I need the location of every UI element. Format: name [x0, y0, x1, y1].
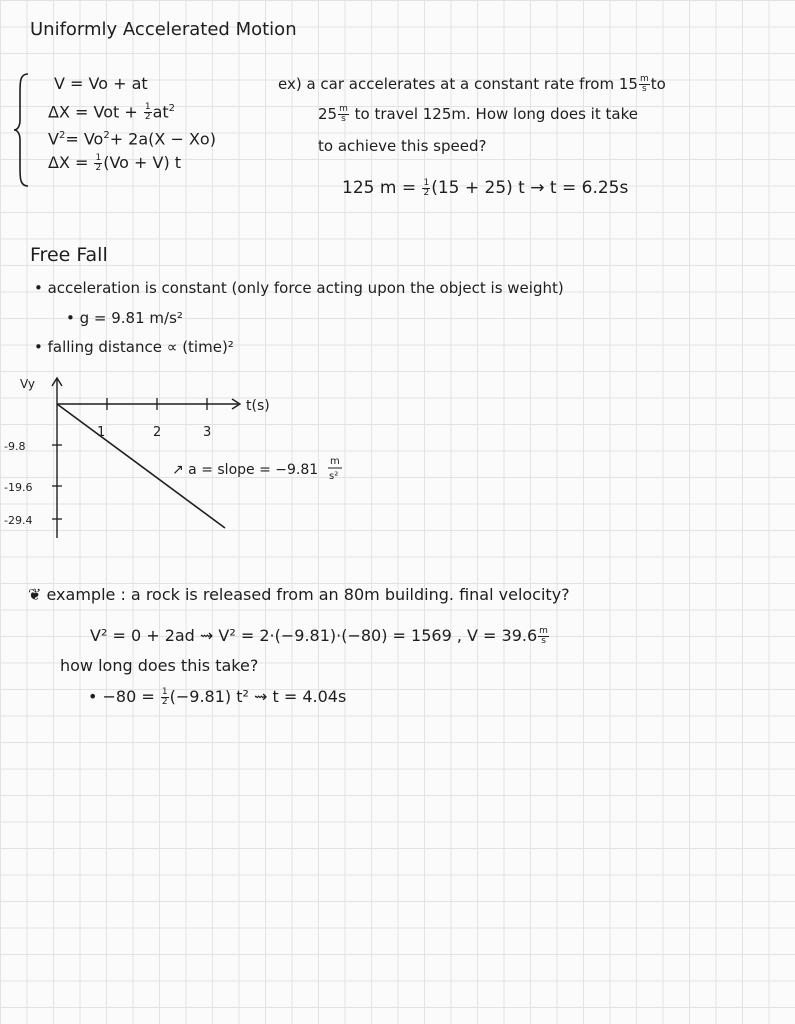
y-tick-label: -19.6 — [4, 481, 33, 494]
unit-m-per-s: $\frac{m}{s}$ — [639, 74, 649, 94]
unit-m-per-s: $\frac{m}{s}$ — [539, 626, 548, 646]
free-fall-gravity-value: • g = 9.81 m/s² — [66, 309, 183, 327]
x-tick-label: 3 — [203, 425, 212, 440]
x-tick-label: 1 — [97, 425, 106, 440]
fraction-half: $\frac{1}{2}$ — [144, 102, 151, 123]
example2-line4: • −80 = $\frac{1}{2}$ (−9.81) t² ⇝ t = 4.04s — [88, 687, 347, 707]
slope-unit-num: m — [330, 456, 340, 467]
example2-line1: ❦ example : a rock is released from an 80m building. final velocity? — [28, 585, 570, 604]
velocity-time-graph — [0, 370, 380, 550]
y-tick-label: -29.4 — [4, 514, 33, 527]
free-fall-heading: Free Fall — [30, 244, 108, 266]
equation-velocity: V = Vo + at — [54, 74, 148, 93]
equation-velocity-squared: $V^2= Vo^2+ 2a(X - Xo)$ — [48, 129, 216, 149]
example1-line1: ex) a car accelerates at a constant rate from 15 $\frac{m}{s}$ to — [278, 74, 666, 94]
page-title: Uniformly Accelerated Motion — [30, 19, 297, 40]
slope-unit-den: s² — [329, 471, 339, 482]
equation-average-velocity: ΔX = $\frac{1}{2}$ (Vo + V) t — [48, 153, 182, 173]
example2-line3: how long does this take? — [60, 656, 259, 675]
x-axis-label: t(s) — [246, 398, 270, 414]
x-tick-label: 2 — [153, 425, 162, 440]
equation-brace — [12, 72, 32, 188]
unit-m-per-s: $\frac{m}{s}$ — [339, 104, 348, 124]
free-fall-bullet-distance: • falling distance ∝ (time)² — [34, 338, 234, 356]
slope-annotation: ↗ a = slope = −9.81 — [172, 462, 319, 478]
fraction-half: $\frac{1}{2}$ — [95, 153, 102, 173]
fraction-half: $\frac{1}{2}$ — [423, 177, 430, 198]
example1-line2: 25 $\frac{m}{s}$ to travel 125m. How long does it take — [318, 104, 638, 124]
y-tick-label: -9.8 — [4, 440, 26, 453]
example2-line2: V² = 0 + 2ad ⇝ V² = 2·(−9.81)·(−80) = 1569 , V = 39.6 $\frac{m}{s}$ — [90, 626, 548, 646]
fraction-half: $\frac{1}{2}$ — [161, 687, 168, 707]
example1-solution: 125 m = $\frac{1}{2}$ (15 + 25) t → t = 6.25s — [342, 177, 629, 198]
equation-displacement: ΔX = Vot + $\frac{1}{2}$ $at^2$ — [48, 102, 176, 123]
example1-line3: to achieve this speed? — [318, 137, 487, 155]
y-axis-label: Vy — [20, 377, 35, 391]
free-fall-bullet-acceleration: • acceleration is constant (only force acting upon the object is weight) — [34, 279, 564, 297]
